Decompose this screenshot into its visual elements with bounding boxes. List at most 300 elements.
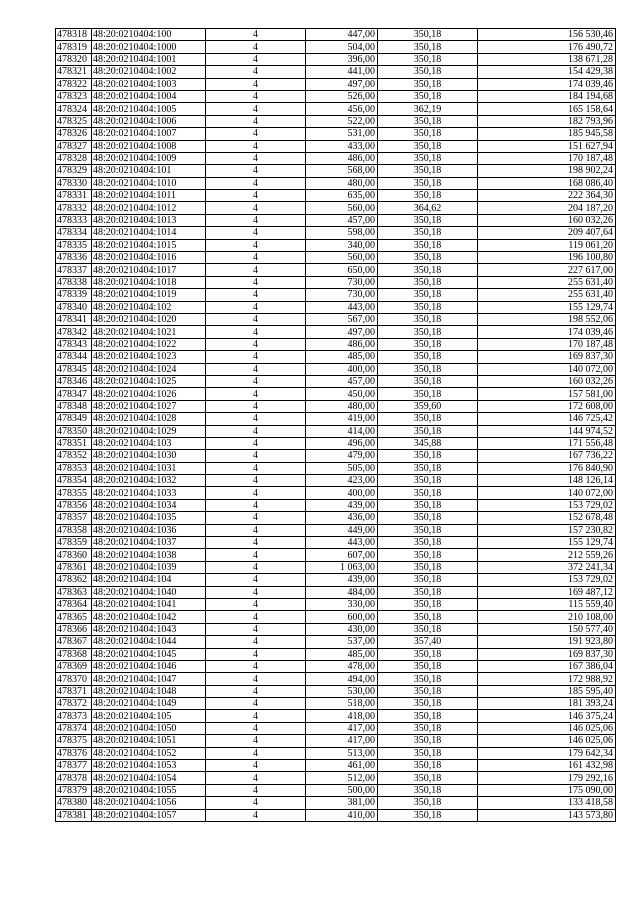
area-cell: 485,00 xyxy=(306,351,378,363)
table-row xyxy=(56,90,616,102)
specific-value-cell: 350,18 xyxy=(378,710,478,722)
group-code-cell: 4 xyxy=(206,301,306,313)
cadastral-number-cell: 48:20:0210404:1048 xyxy=(92,685,206,697)
area-cell: 531,00 xyxy=(306,128,378,140)
group-code-cell: 4 xyxy=(206,326,306,338)
cadastral-value-cell: 168 086,40 xyxy=(478,177,616,189)
cadastral-number-cell: 48:20:0210404:1003 xyxy=(92,78,206,90)
group-code-cell: 4 xyxy=(206,549,306,561)
cadastral-number-cell: 48:20:0210404:1054 xyxy=(92,772,206,784)
row-number-cell: 478367 xyxy=(56,636,92,648)
table-row xyxy=(56,239,616,251)
cadastral-value-cell: 181 393,24 xyxy=(478,698,616,710)
cadastral-value-cell: 174 039,46 xyxy=(478,78,616,90)
row-number-cell: 478347 xyxy=(56,388,92,400)
cadastral-number-cell: 48:20:0210404:1012 xyxy=(92,202,206,214)
cadastral-number-cell: 48:20:0210404:1051 xyxy=(92,735,206,747)
row-number-cell: 478350 xyxy=(56,425,92,437)
cadastral-value-cell: 143 573,80 xyxy=(478,809,616,821)
row-number-cell: 478324 xyxy=(56,103,92,115)
table-row xyxy=(56,623,616,635)
cadastral-value-cell: 182 793,96 xyxy=(478,115,616,127)
area-cell: 568,00 xyxy=(306,165,378,177)
table-row xyxy=(56,140,616,152)
group-code-cell: 4 xyxy=(206,388,306,400)
row-number-cell: 478354 xyxy=(56,475,92,487)
table-row xyxy=(56,698,616,710)
row-number-cell: 478359 xyxy=(56,537,92,549)
row-number-cell: 478366 xyxy=(56,623,92,635)
specific-value-cell: 350,18 xyxy=(378,128,478,140)
row-number-cell: 478368 xyxy=(56,648,92,660)
group-code-cell: 4 xyxy=(206,276,306,288)
row-number-cell: 478326 xyxy=(56,128,92,140)
cadastral-number-cell: 48:20:0210404:1053 xyxy=(92,760,206,772)
area-cell: 340,00 xyxy=(306,239,378,251)
group-code-cell: 4 xyxy=(206,351,306,363)
cadastral-value-cell: 255 631,40 xyxy=(478,276,616,288)
group-code-cell: 4 xyxy=(206,128,306,140)
specific-value-cell: 350,18 xyxy=(378,797,478,809)
specific-value-cell: 350,18 xyxy=(378,772,478,784)
specific-value-cell: 350,18 xyxy=(378,252,478,264)
row-number-cell: 478334 xyxy=(56,227,92,239)
group-code-cell: 4 xyxy=(206,747,306,759)
table-row xyxy=(56,363,616,375)
row-number-cell: 478321 xyxy=(56,66,92,78)
area-cell: 494,00 xyxy=(306,673,378,685)
row-number-cell: 478373 xyxy=(56,710,92,722)
specific-value-cell: 350,18 xyxy=(378,450,478,462)
table-row xyxy=(56,115,616,127)
specific-value-cell: 350,18 xyxy=(378,276,478,288)
area-cell: 330,00 xyxy=(306,598,378,610)
specific-value-cell: 350,18 xyxy=(378,462,478,474)
table-row xyxy=(56,78,616,90)
group-code-cell: 4 xyxy=(206,772,306,784)
table-row xyxy=(56,636,616,648)
cadastral-number-cell: 48:20:0210404:1011 xyxy=(92,190,206,202)
cadastral-number-cell: 48:20:0210404:1046 xyxy=(92,660,206,672)
row-number-cell: 478339 xyxy=(56,289,92,301)
area-cell: 450,00 xyxy=(306,388,378,400)
row-number-cell: 478351 xyxy=(56,437,92,449)
table-row xyxy=(56,537,616,549)
group-code-cell: 4 xyxy=(206,636,306,648)
row-number-cell: 478372 xyxy=(56,698,92,710)
cadastral-value-cell: 176 840,90 xyxy=(478,462,616,474)
area-cell: 479,00 xyxy=(306,450,378,462)
specific-value-cell: 350,18 xyxy=(378,561,478,573)
cadastral-number-cell: 48:20:0210404:1021 xyxy=(92,326,206,338)
table-row xyxy=(56,53,616,65)
group-code-cell: 4 xyxy=(206,202,306,214)
cadastral-number-cell: 48:20:0210404:100 xyxy=(92,29,206,41)
cadastral-number-cell: 48:20:0210404:1019 xyxy=(92,289,206,301)
cadastral-number-cell: 48:20:0210404:1016 xyxy=(92,252,206,264)
row-number-cell: 478374 xyxy=(56,722,92,734)
cadastral-number-cell: 48:20:0210404:1022 xyxy=(92,338,206,350)
row-number-cell: 478330 xyxy=(56,177,92,189)
row-number-cell: 478341 xyxy=(56,313,92,325)
group-code-cell: 4 xyxy=(206,561,306,573)
cadastral-number-cell: 48:20:0210404:1043 xyxy=(92,623,206,635)
area-cell: 433,00 xyxy=(306,140,378,152)
specific-value-cell: 350,18 xyxy=(378,152,478,164)
specific-value-cell: 350,18 xyxy=(378,351,478,363)
specific-value-cell: 350,18 xyxy=(378,611,478,623)
cadastral-value-cell: 174 039,46 xyxy=(478,326,616,338)
area-cell: 439,00 xyxy=(306,499,378,511)
specific-value-cell: 357,40 xyxy=(378,636,478,648)
specific-value-cell: 350,18 xyxy=(378,375,478,387)
group-code-cell: 4 xyxy=(206,735,306,747)
cadastral-number-cell: 48:20:0210404:1002 xyxy=(92,66,206,78)
group-code-cell: 4 xyxy=(206,623,306,635)
cadastral-number-cell: 48:20:0210404:104 xyxy=(92,574,206,586)
specific-value-cell: 364,62 xyxy=(378,202,478,214)
cadastral-number-cell: 48:20:0210404:1037 xyxy=(92,537,206,549)
area-cell: 443,00 xyxy=(306,537,378,549)
cadastral-number-cell: 48:20:0210404:1045 xyxy=(92,648,206,660)
cadastral-value-cell: 146 025,06 xyxy=(478,735,616,747)
group-code-cell: 4 xyxy=(206,41,306,53)
table-row xyxy=(56,685,616,697)
table-row xyxy=(56,177,616,189)
group-code-cell: 4 xyxy=(206,512,306,524)
cadastral-value-cell: 146 375,24 xyxy=(478,710,616,722)
cadastral-value-cell: 151 627,94 xyxy=(478,140,616,152)
area-cell: 457,00 xyxy=(306,375,378,387)
group-code-cell: 4 xyxy=(206,413,306,425)
specific-value-cell: 350,18 xyxy=(378,90,478,102)
specific-value-cell: 362,19 xyxy=(378,103,478,115)
cadastral-number-cell: 48:20:0210404:1057 xyxy=(92,809,206,821)
group-code-cell: 4 xyxy=(206,239,306,251)
cadastral-number-cell: 48:20:0210404:1055 xyxy=(92,784,206,796)
table-row xyxy=(56,784,616,796)
area-cell: 417,00 xyxy=(306,722,378,734)
group-code-cell: 4 xyxy=(206,363,306,375)
specific-value-cell: 350,18 xyxy=(378,722,478,734)
cadastral-number-cell: 48:20:0210404:1018 xyxy=(92,276,206,288)
cadastral-number-cell: 48:20:0210404:1035 xyxy=(92,512,206,524)
group-code-cell: 4 xyxy=(206,214,306,226)
area-cell: 461,00 xyxy=(306,760,378,772)
cadastral-number-cell: 48:20:0210404:1036 xyxy=(92,524,206,536)
table-row xyxy=(56,760,616,772)
area-cell: 423,00 xyxy=(306,475,378,487)
area-cell: 505,00 xyxy=(306,462,378,474)
row-number-cell: 478340 xyxy=(56,301,92,313)
group-code-cell: 4 xyxy=(206,722,306,734)
cadastral-number-cell: 48:20:0210404:1049 xyxy=(92,698,206,710)
group-code-cell: 4 xyxy=(206,660,306,672)
group-code-cell: 4 xyxy=(206,462,306,474)
row-number-cell: 478325 xyxy=(56,115,92,127)
area-cell: 436,00 xyxy=(306,512,378,524)
group-code-cell: 4 xyxy=(206,190,306,202)
row-number-cell: 478336 xyxy=(56,252,92,264)
specific-value-cell: 350,18 xyxy=(378,549,478,561)
cadastral-value-cell: 204 187,20 xyxy=(478,202,616,214)
cadastral-number-cell: 48:20:0210404:1031 xyxy=(92,462,206,474)
cadastral-value-cell: 161 432,98 xyxy=(478,760,616,772)
row-number-cell: 478377 xyxy=(56,760,92,772)
specific-value-cell: 350,18 xyxy=(378,598,478,610)
specific-value-cell: 350,18 xyxy=(378,115,478,127)
row-number-cell: 478375 xyxy=(56,735,92,747)
area-cell: 486,00 xyxy=(306,152,378,164)
area-cell: 457,00 xyxy=(306,214,378,226)
cadastral-number-cell: 48:20:0210404:1009 xyxy=(92,152,206,164)
cadastral-number-cell: 48:20:0210404:1040 xyxy=(92,586,206,598)
cadastral-value-cell: 179 642,34 xyxy=(478,747,616,759)
specific-value-cell: 350,18 xyxy=(378,29,478,41)
specific-value-cell: 350,18 xyxy=(378,760,478,772)
table-row xyxy=(56,214,616,226)
row-number-cell: 478343 xyxy=(56,338,92,350)
group-code-cell: 4 xyxy=(206,475,306,487)
specific-value-cell: 350,18 xyxy=(378,685,478,697)
specific-value-cell: 350,18 xyxy=(378,673,478,685)
area-cell: 512,00 xyxy=(306,772,378,784)
table-row xyxy=(56,202,616,214)
area-cell: 486,00 xyxy=(306,338,378,350)
cadastral-value-cell: 150 577,40 xyxy=(478,623,616,635)
group-code-cell: 4 xyxy=(206,450,306,462)
cadastral-value-cell: 198 552,06 xyxy=(478,313,616,325)
table-row xyxy=(56,264,616,276)
group-code-cell: 4 xyxy=(206,78,306,90)
group-code-cell: 4 xyxy=(206,437,306,449)
cadastral-number-cell: 48:20:0210404:105 xyxy=(92,710,206,722)
cadastral-value-cell: 115 559,40 xyxy=(478,598,616,610)
specific-value-cell: 350,18 xyxy=(378,313,478,325)
row-number-cell: 478328 xyxy=(56,152,92,164)
specific-value-cell: 345,88 xyxy=(378,437,478,449)
specific-value-cell: 350,18 xyxy=(378,413,478,425)
cadastral-number-cell: 48:20:0210404:1030 xyxy=(92,450,206,462)
specific-value-cell: 350,18 xyxy=(378,326,478,338)
row-number-cell: 478380 xyxy=(56,797,92,809)
row-number-cell: 478335 xyxy=(56,239,92,251)
cadastral-value-cell: 169 837,30 xyxy=(478,648,616,660)
cadastral-value-cell: 191 923,80 xyxy=(478,636,616,648)
row-number-cell: 478371 xyxy=(56,685,92,697)
specific-value-cell: 350,18 xyxy=(378,475,478,487)
table-row xyxy=(56,103,616,115)
group-code-cell: 4 xyxy=(206,165,306,177)
area-cell: 449,00 xyxy=(306,524,378,536)
area-cell: 607,00 xyxy=(306,549,378,561)
area-cell: 530,00 xyxy=(306,685,378,697)
area-cell: 414,00 xyxy=(306,425,378,437)
row-number-cell: 478323 xyxy=(56,90,92,102)
table-row xyxy=(56,673,616,685)
area-cell: 730,00 xyxy=(306,276,378,288)
group-code-cell: 4 xyxy=(206,611,306,623)
group-code-cell: 4 xyxy=(206,425,306,437)
group-code-cell: 4 xyxy=(206,524,306,536)
row-number-cell: 478355 xyxy=(56,487,92,499)
cadastral-value-cell: 175 090,00 xyxy=(478,784,616,796)
row-number-cell: 478327 xyxy=(56,140,92,152)
row-number-cell: 478331 xyxy=(56,190,92,202)
specific-value-cell: 350,18 xyxy=(378,363,478,375)
cadastral-value-cell: 179 292,16 xyxy=(478,772,616,784)
cadastral-value-cell: 152 678,48 xyxy=(478,512,616,524)
row-number-cell: 478365 xyxy=(56,611,92,623)
cadastral-number-cell: 48:20:0210404:1017 xyxy=(92,264,206,276)
cadastral-number-cell: 48:20:0210404:1001 xyxy=(92,53,206,65)
cadastral-value-cell: 255 631,40 xyxy=(478,289,616,301)
area-cell: 478,00 xyxy=(306,660,378,672)
row-number-cell: 478337 xyxy=(56,264,92,276)
specific-value-cell: 350,18 xyxy=(378,214,478,226)
row-number-cell: 478319 xyxy=(56,41,92,53)
row-number-cell: 478342 xyxy=(56,326,92,338)
table-row xyxy=(56,338,616,350)
row-number-cell: 478348 xyxy=(56,400,92,412)
cadastral-value-cell: 196 100,80 xyxy=(478,252,616,264)
row-number-cell: 478344 xyxy=(56,351,92,363)
cadastral-value-cell: 160 032,26 xyxy=(478,214,616,226)
cadastral-value-cell: 167 386,04 xyxy=(478,660,616,672)
group-code-cell: 4 xyxy=(206,809,306,821)
table-row xyxy=(56,462,616,474)
table-row xyxy=(56,660,616,672)
cadastral-value-cell: 153 729,02 xyxy=(478,574,616,586)
cadastral-value-cell: 198 902,24 xyxy=(478,165,616,177)
row-number-cell: 478369 xyxy=(56,660,92,672)
group-code-cell: 4 xyxy=(206,710,306,722)
cadastral-number-cell: 48:20:0210404:1020 xyxy=(92,313,206,325)
group-code-cell: 4 xyxy=(206,289,306,301)
specific-value-cell: 359,60 xyxy=(378,400,478,412)
table-row xyxy=(56,425,616,437)
area-cell: 485,00 xyxy=(306,648,378,660)
table-row xyxy=(56,326,616,338)
row-number-cell: 478333 xyxy=(56,214,92,226)
table-row xyxy=(56,289,616,301)
group-code-cell: 4 xyxy=(206,537,306,549)
specific-value-cell: 350,18 xyxy=(378,425,478,437)
area-cell: 419,00 xyxy=(306,413,378,425)
group-code-cell: 4 xyxy=(206,586,306,598)
cadastral-value-cell: 171 556,48 xyxy=(478,437,616,449)
cadastral-value-cell: 172 988,92 xyxy=(478,673,616,685)
specific-value-cell: 350,18 xyxy=(378,648,478,660)
area-cell: 480,00 xyxy=(306,400,378,412)
group-code-cell: 4 xyxy=(206,115,306,127)
group-code-cell: 4 xyxy=(206,673,306,685)
cadastral-value-cell: 133 418,58 xyxy=(478,797,616,809)
cadastral-number-cell: 48:20:0210404:1034 xyxy=(92,499,206,511)
cadastral-number-cell: 48:20:0210404:1039 xyxy=(92,561,206,573)
cadastral-number-cell: 48:20:0210404:1050 xyxy=(92,722,206,734)
cadastral-number-cell: 48:20:0210404:1028 xyxy=(92,413,206,425)
cadastral-number-cell: 48:20:0210404:102 xyxy=(92,301,206,313)
table-row xyxy=(56,499,616,511)
specific-value-cell: 350,18 xyxy=(378,264,478,276)
row-number-cell: 478357 xyxy=(56,512,92,524)
cadastral-number-cell: 48:20:0210404:1013 xyxy=(92,214,206,226)
cadastral-number-cell: 48:20:0210404:1000 xyxy=(92,41,206,53)
row-number-cell: 478329 xyxy=(56,165,92,177)
specific-value-cell: 350,18 xyxy=(378,698,478,710)
cadastral-number-cell: 48:20:0210404:1044 xyxy=(92,636,206,648)
area-cell: 518,00 xyxy=(306,698,378,710)
group-code-cell: 4 xyxy=(206,140,306,152)
group-code-cell: 4 xyxy=(206,648,306,660)
table-row xyxy=(56,152,616,164)
group-code-cell: 4 xyxy=(206,598,306,610)
table-row xyxy=(56,190,616,202)
group-code-cell: 4 xyxy=(206,264,306,276)
row-number-cell: 478345 xyxy=(56,363,92,375)
cadastral-number-cell: 48:20:0210404:1029 xyxy=(92,425,206,437)
group-code-cell: 4 xyxy=(206,313,306,325)
row-number-cell: 478376 xyxy=(56,747,92,759)
group-code-cell: 4 xyxy=(206,375,306,387)
group-code-cell: 4 xyxy=(206,252,306,264)
row-number-cell: 478332 xyxy=(56,202,92,214)
row-number-cell: 478361 xyxy=(56,561,92,573)
cadastral-number-cell: 48:20:0210404:1023 xyxy=(92,351,206,363)
area-cell: 560,00 xyxy=(306,202,378,214)
area-cell: 497,00 xyxy=(306,326,378,338)
cadastral-value-cell: 172 608,00 xyxy=(478,400,616,412)
group-code-cell: 4 xyxy=(206,177,306,189)
table-row xyxy=(56,301,616,313)
row-number-cell: 478352 xyxy=(56,450,92,462)
table-row xyxy=(56,797,616,809)
cadastral-value-cell: 155 129,74 xyxy=(478,301,616,313)
cadastral-value-cell: 138 671,28 xyxy=(478,53,616,65)
row-number-cell: 478370 xyxy=(56,673,92,685)
cadastral-number-cell: 48:20:0210404:1005 xyxy=(92,103,206,115)
group-code-cell: 4 xyxy=(206,90,306,102)
cadastral-number-cell: 48:20:0210404:1052 xyxy=(92,747,206,759)
area-cell: 447,00 xyxy=(306,29,378,41)
row-number-cell: 478320 xyxy=(56,53,92,65)
cadastral-value-cell: 170 187,48 xyxy=(478,338,616,350)
area-cell: 598,00 xyxy=(306,227,378,239)
group-code-cell: 4 xyxy=(206,760,306,772)
row-number-cell: 478381 xyxy=(56,809,92,821)
specific-value-cell: 350,18 xyxy=(378,512,478,524)
specific-value-cell: 350,18 xyxy=(378,66,478,78)
cadastral-value-cell: 210 108,00 xyxy=(478,611,616,623)
specific-value-cell: 350,18 xyxy=(378,586,478,598)
cadastral-number-cell: 48:20:0210404:1032 xyxy=(92,475,206,487)
table-row xyxy=(56,549,616,561)
cadastral-value-cell: 185 945,58 xyxy=(478,128,616,140)
area-cell: 400,00 xyxy=(306,363,378,375)
row-number-cell: 478362 xyxy=(56,574,92,586)
table-row xyxy=(56,388,616,400)
cadastral-number-cell: 48:20:0210404:1015 xyxy=(92,239,206,251)
cadastral-value-cell: 140 072,00 xyxy=(478,363,616,375)
area-cell: 417,00 xyxy=(306,735,378,747)
row-number-cell: 478349 xyxy=(56,413,92,425)
cadastral-number-cell: 48:20:0210404:1041 xyxy=(92,598,206,610)
area-cell: 537,00 xyxy=(306,636,378,648)
cadastral-value-cell: 169 837,30 xyxy=(478,351,616,363)
table-row xyxy=(56,41,616,53)
table-row xyxy=(56,276,616,288)
